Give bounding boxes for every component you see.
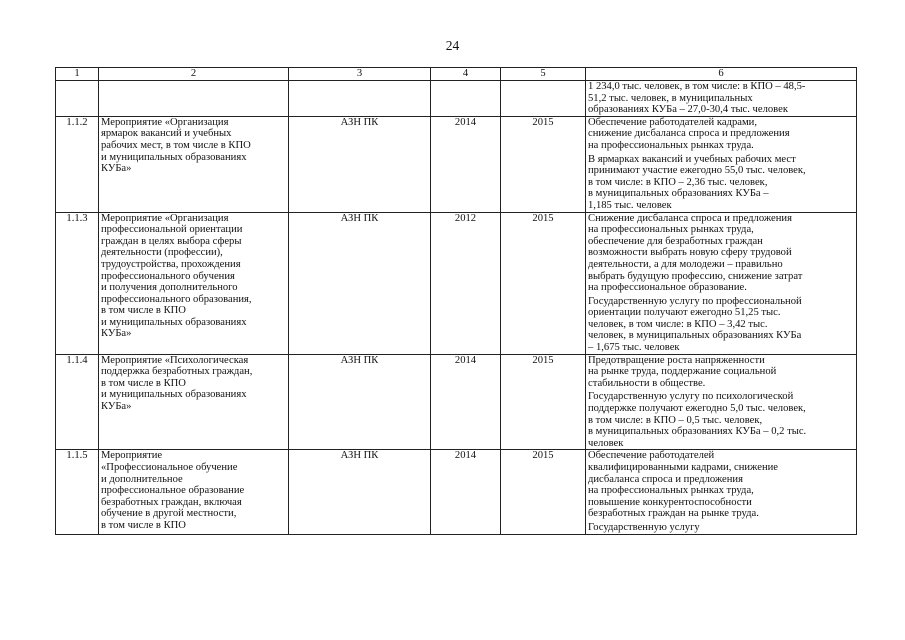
program-table: [55, 67, 857, 535]
activity-name-line: КУБа»: [101, 401, 132, 413]
start-year-cell: 2014: [431, 116, 501, 212]
row-number-cell: 1.1.5: [56, 450, 99, 534]
activity-name-line: трудоустройства, прохождения: [101, 258, 241, 270]
result-line: в том числе: в КПО – 2,36 тыс. человек,: [588, 176, 768, 188]
header-cell: 1: [56, 68, 99, 81]
result-line: Государственную услугу по психологической: [588, 391, 794, 403]
executor-cell: АЗН ПК: [289, 116, 431, 212]
result-line: квалифицированными кадрами, снижение: [588, 462, 778, 473]
result-line: Предотвращение роста напряженности: [588, 354, 765, 366]
result-line: повышение конкурентоспособности: [588, 496, 752, 508]
end-year-cell: 2015: [501, 212, 586, 354]
activity-name-line: в том числе в КПО: [101, 377, 186, 389]
result-line: на профессиональных рынках труда,: [588, 485, 754, 497]
table-row: [56, 450, 857, 534]
activity-name-line: и муниципальных образованиях: [101, 151, 247, 163]
result-line: на профессиональных рынках труда.: [588, 139, 754, 151]
result-line: в муниципальных образованиях КУБа – 0,2 тыс.: [588, 426, 807, 438]
result-line: человек, в муниципальных образованиях КУБа: [588, 330, 802, 342]
result-line: 1,185 тыс. человек: [588, 199, 672, 211]
executor-cell: АЗН ПК: [289, 212, 431, 354]
result-line: принимают участие ежегодно 55,0 тыс. человек,: [588, 165, 806, 177]
result-paragraph: [588, 117, 854, 152]
result-cell: [586, 81, 857, 117]
activity-name-line: профессиональной ориентации: [101, 224, 243, 236]
empty-cell: [501, 81, 586, 117]
result-line: 1 234,0 тыс. человек, в том числе: в КПО – 48,5-: [588, 81, 806, 92]
activity-name-line: граждан в целях выбора сферы: [101, 235, 242, 247]
start-year-cell: 2012: [431, 212, 501, 354]
result-line: дисбаланса спроса и предложения: [588, 473, 743, 485]
executor-cell: АЗН ПК: [289, 450, 431, 534]
activity-name-line: Мероприятие «Организация: [101, 212, 229, 224]
table-row: [56, 212, 857, 354]
row-number-cell: 1.1.3: [56, 212, 99, 354]
result-line: выбрать будущую профессию, снижение затрат: [588, 270, 803, 282]
activity-name-line: Мероприятие: [101, 450, 163, 462]
result-line: в том числе: в КПО – 0,5 тыс. человек,: [588, 414, 763, 426]
result-line: снижение дисбаланса спроса и предложения: [588, 128, 790, 140]
result-line: на рынке труда, поддержание социальной: [588, 366, 777, 378]
activity-name-line: Мероприятие «Организация: [101, 116, 229, 128]
page-number: 24: [445, 38, 460, 53]
table-row: [56, 116, 857, 212]
end-year-cell: 2015: [501, 116, 586, 212]
activity-name-line: обучение в другой местности,: [101, 508, 237, 520]
result-cell: [586, 116, 857, 212]
activity-name-line: «Профессиональное обучение: [101, 462, 238, 473]
activity-name-line: и дополнительное: [101, 473, 183, 485]
result-line: ориентации получают ежегодно 51,25 тыс.: [588, 307, 781, 319]
executor-cell: АЗН ПК: [289, 354, 431, 450]
table-row: [56, 354, 857, 450]
result-line: Государственную услугу: [588, 521, 700, 533]
result-line: в муниципальных образованиях КУБа –: [588, 188, 769, 200]
result-line: на профессиональное образование.: [588, 282, 747, 294]
start-year-cell: 2014: [431, 354, 501, 450]
result-line: на профессиональных рынках труда,: [588, 224, 754, 236]
result-line: поддержке получают ежегодно 5,0 тыс. человек,: [588, 403, 806, 415]
activity-name-line: безработных граждан, включая: [101, 496, 242, 508]
row-number-cell: 1.1.4: [56, 354, 99, 450]
result-paragraph: [588, 355, 854, 390]
activity-name-line: профессиональное образование: [101, 485, 245, 497]
empty-cell: [99, 81, 289, 117]
activity-name-line: профессионального образования,: [101, 293, 252, 305]
result-line: Государственную услугу по профессиональной: [588, 295, 802, 307]
result-paragraph: [588, 391, 854, 449]
result-line: – 1,675 тыс. человек: [588, 342, 680, 354]
header-cell: 5: [501, 68, 586, 81]
activity-name-cell: [99, 116, 289, 212]
start-year-cell: 2014: [431, 450, 501, 534]
activity-name-line: и муниципальных образованиях: [101, 389, 247, 401]
result-line: деятельности, а для молодежи – правильно: [588, 258, 783, 270]
result-line: стабильности в обществе.: [588, 377, 706, 389]
result-paragraph: [588, 213, 854, 294]
result-paragraph: [588, 522, 854, 534]
empty-cell: [431, 81, 501, 117]
activity-name-line: рабочих мест, в том числе в КПО: [101, 139, 251, 151]
result-line: Обеспечение работодателей: [588, 450, 715, 462]
row-number-cell: 1.1.2: [56, 116, 99, 212]
end-year-cell: 2015: [501, 354, 586, 450]
header-row: [56, 68, 857, 81]
activity-name-line: КУБа»: [101, 163, 132, 175]
result-paragraph: [588, 450, 854, 520]
result-line: безработных граждан на рынке труда.: [588, 508, 759, 520]
activity-name-cell: [99, 354, 289, 450]
result-cell: [586, 354, 857, 450]
activity-name-cell: [99, 212, 289, 354]
result-line: возможности выбрать новую сферу трудовой: [588, 247, 792, 259]
header-cell: 3: [289, 68, 431, 81]
result-line: обеспечение для безработных граждан: [588, 235, 763, 247]
result-line: Обеспечение работодателей кадрами,: [588, 116, 757, 128]
activity-name-line: и муниципальных образованиях: [101, 316, 247, 328]
result-paragraph: [588, 154, 854, 212]
activity-name-line: и получения дополнительного: [101, 282, 238, 294]
header-cell: 4: [431, 68, 501, 81]
activity-name-line: профессионального обучения: [101, 270, 235, 282]
activity-name-cell: [99, 450, 289, 534]
result-cell: [586, 212, 857, 354]
activity-name-line: ярмарок вакансий и учебных: [101, 128, 232, 140]
end-year-cell: 2015: [501, 450, 586, 534]
activity-name-line: в том числе в КПО: [101, 519, 186, 531]
activity-name-line: поддержка безработных граждан,: [101, 366, 253, 378]
result-line: человек, в том числе: в КПО – 3,42 тыс.: [588, 318, 768, 330]
result-paragraph: [588, 296, 854, 354]
activity-name-line: деятельности (профессии),: [101, 247, 223, 259]
activity-name-line: в том числе в КПО: [101, 305, 186, 317]
result-line: образованиях КУБа – 27,0-30,4 тыс. человек: [588, 104, 788, 116]
header-cell: 6: [586, 68, 857, 81]
empty-cell: [289, 81, 431, 117]
result-line: Снижение дисбаланса спроса и предложения: [588, 212, 792, 224]
continuation-row: [56, 81, 857, 117]
activity-name-line: Мероприятие «Психологическая: [101, 354, 249, 366]
result-line: В ярмарках вакансий и учебных рабочих мест: [588, 153, 796, 165]
header-cell: 2: [99, 68, 289, 81]
activity-name-line: КУБа»: [101, 328, 132, 340]
empty-cell: [56, 81, 99, 117]
result-cell: [586, 450, 857, 534]
result-line: 51,2 тыс. человек, в муниципальных: [588, 92, 753, 104]
result-line: человек: [588, 437, 624, 449]
